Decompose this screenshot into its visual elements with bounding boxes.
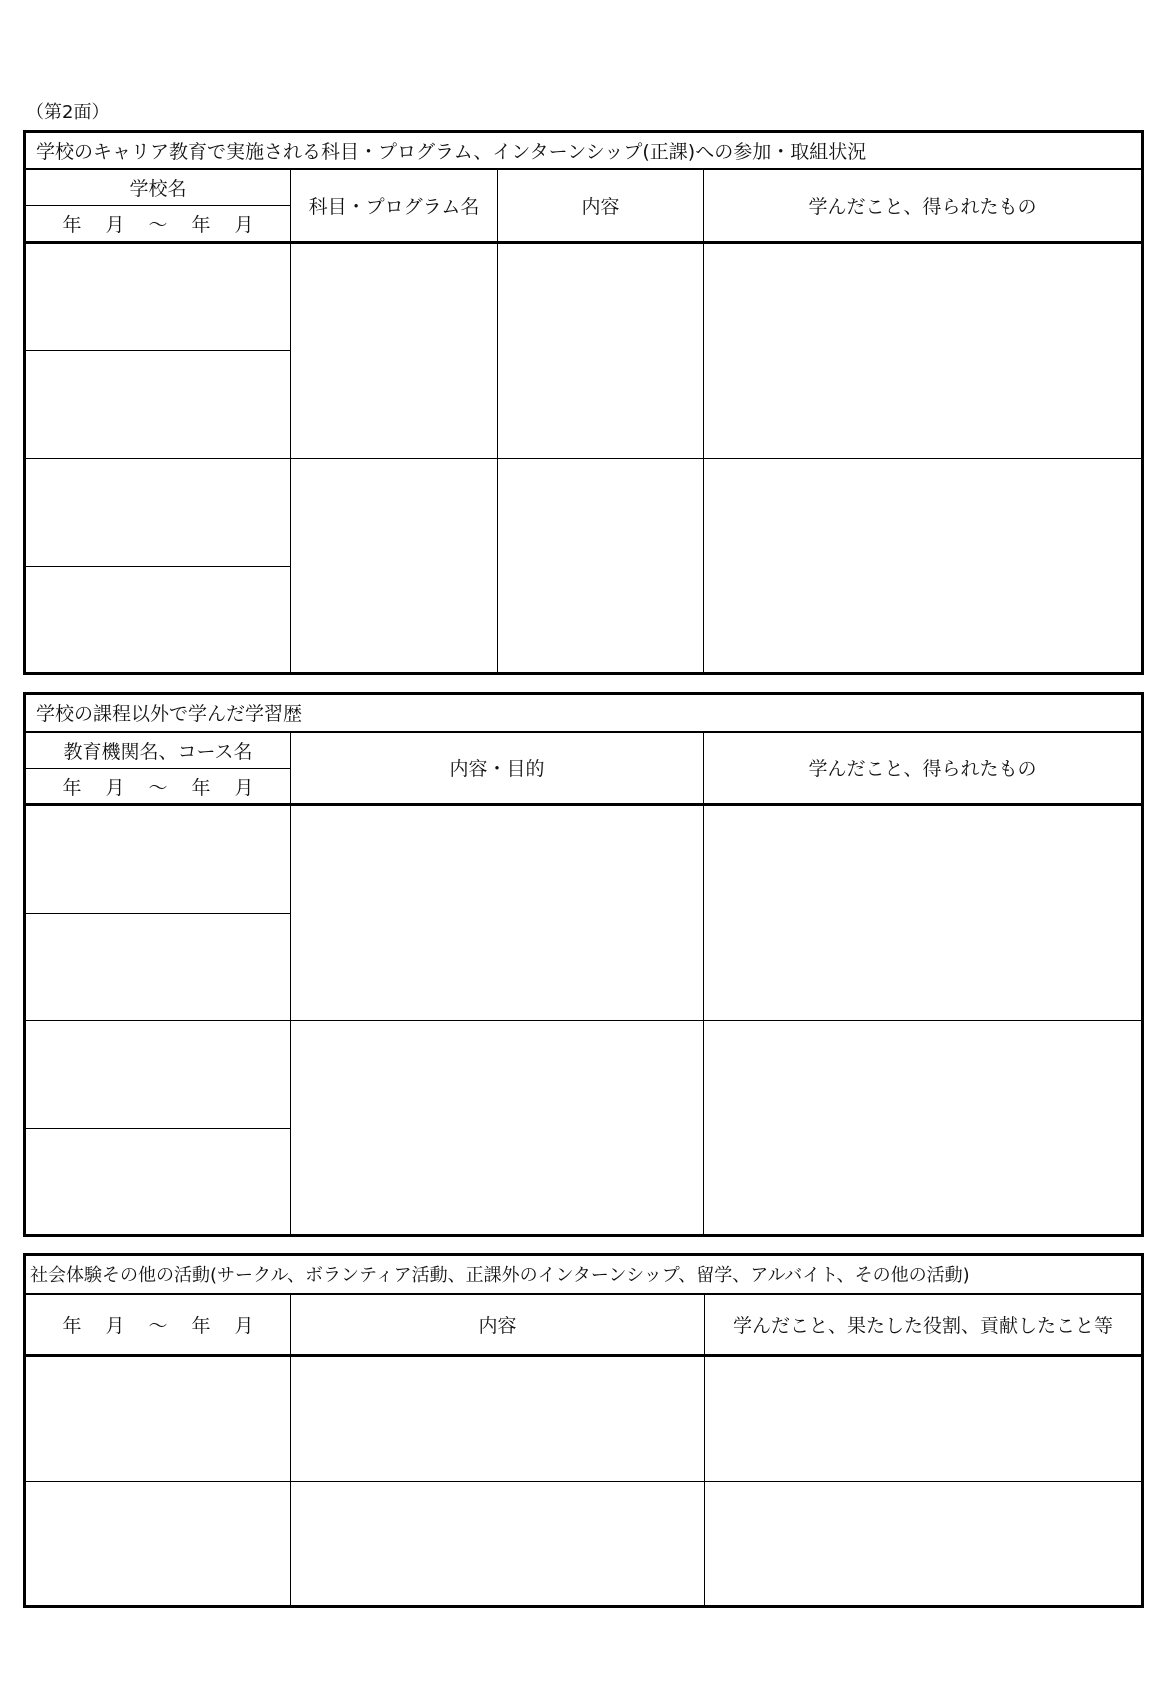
institution-input[interactable] xyxy=(25,1021,291,1129)
header-content: 内容 xyxy=(498,169,704,243)
learned-input[interactable] xyxy=(705,1356,1143,1482)
header-learned-role: 学んだこと、果たした役割、貢献したこと等 xyxy=(705,1294,1143,1356)
section-title: 学校の課程以外で学んだ学習歴 xyxy=(25,694,1143,732)
school-name-input[interactable] xyxy=(25,243,291,351)
header-learned: 学んだこと、得られたもの xyxy=(704,169,1143,243)
program-input[interactable] xyxy=(291,243,498,459)
header-learned: 学んだこと、得られたもの xyxy=(704,732,1143,805)
learned-input[interactable] xyxy=(705,1482,1143,1607)
content-input[interactable] xyxy=(291,1482,705,1607)
period-input[interactable] xyxy=(25,1356,291,1482)
career-education-table xyxy=(23,130,1144,675)
program-input[interactable] xyxy=(291,459,498,674)
social-activities-table xyxy=(23,1253,1144,1608)
header-period: 年 月 ～ 年 月 xyxy=(25,769,291,805)
learning-history-table xyxy=(23,692,1144,1237)
institution-input[interactable] xyxy=(25,805,291,914)
header-institution: 教育機関名、コース名 xyxy=(25,732,291,769)
header-program: 科目・プログラム名 xyxy=(291,169,498,243)
content-input[interactable] xyxy=(291,805,704,1021)
learned-input[interactable] xyxy=(704,243,1143,459)
section-title: 社会体験その他の活動(サークル、ボランティア活動、正課外のインターンシップ、留学、アルバイト、その他の活動) xyxy=(25,1255,1143,1294)
header-period: 年 月 ～ 年 月 xyxy=(25,1294,291,1356)
period-input[interactable] xyxy=(25,914,291,1021)
learned-input[interactable] xyxy=(704,459,1143,674)
page-label: （第2面） xyxy=(26,102,110,123)
content-input[interactable] xyxy=(498,459,704,674)
header-content-purpose: 内容・目的 xyxy=(291,732,704,805)
header-period: 年 月 ～ 年 月 xyxy=(25,206,291,243)
header-school-name: 学校名 xyxy=(25,169,291,206)
content-input[interactable] xyxy=(498,243,704,459)
school-name-input[interactable] xyxy=(25,459,291,567)
period-input[interactable] xyxy=(25,1482,291,1607)
content-input[interactable] xyxy=(291,1021,704,1236)
period-input[interactable] xyxy=(25,567,291,674)
period-input[interactable] xyxy=(25,351,291,459)
content-input[interactable] xyxy=(291,1356,705,1482)
period-input[interactable] xyxy=(25,1129,291,1236)
section-title: 学校のキャリア教育で実施される科目・プログラム、インターンシップ(正課)への参加・取組状況 xyxy=(25,132,1143,169)
learned-input[interactable] xyxy=(704,805,1143,1021)
learned-input[interactable] xyxy=(704,1021,1143,1236)
header-content: 内容 xyxy=(291,1294,705,1356)
